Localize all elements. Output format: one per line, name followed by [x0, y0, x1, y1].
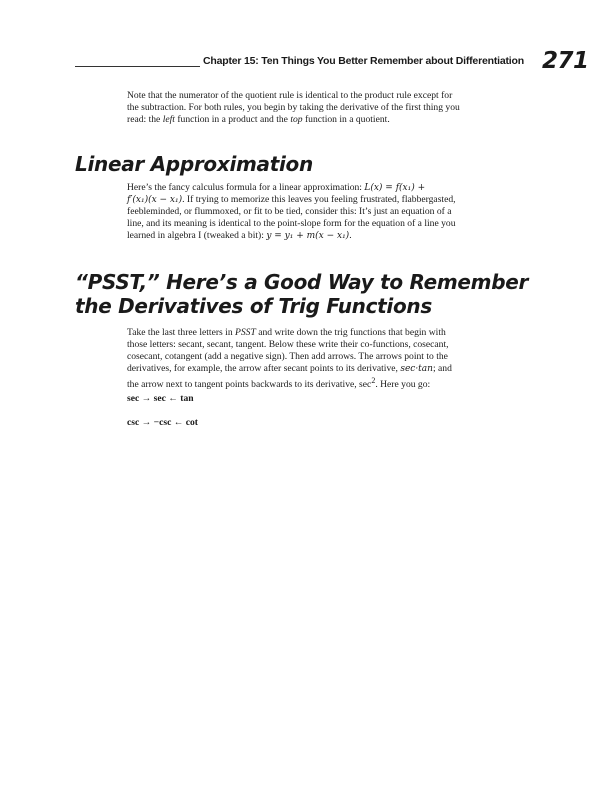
trig-derivative-formula-csc: csc → −csc ← cot: [127, 417, 198, 428]
squared-superscript: 2: [371, 376, 376, 385]
psst-heading-line2: the Derivatives of Trig Functions: [75, 294, 432, 318]
intro-paragraph: Note that the numerator of the quotient rule is identical to the product rule except for the subtraction. For both rules, you begin by taking the derivative of the first thing you read: the left function in a product and the top function in a quotient.: [127, 90, 460, 125]
left-emphasis: left: [162, 114, 175, 125]
top-emphasis: top: [290, 114, 303, 125]
linear-approximation-paragraph: Here’s the fancy calculus formula for a linear approximation: L(x) = f(x₁) + f′(x₁)(x − x₁). If trying to memorize this leaves you feeling frustrated, flabbergasted, feebleminded, or flummoxed, or fit to be tied, consider this: It’s just an equation of a line, and its meaning is identical to the point-slope form for the equation of a line you learned in algebra I (tweaked a bit): y = y₁ + m(x − x₁).: [127, 182, 456, 241]
linear-approximation-heading: Linear Approximation: [75, 152, 313, 176]
linear-approx-formula-part2: f′(x₁)(x − x₁): [127, 195, 183, 205]
linear-approx-formula-part1: L(x) = f(x₁) +: [364, 183, 426, 193]
chapter-title: Chapter 15: Ten Things You Better Remember about Differentiation: [203, 55, 524, 67]
trig-derivative-formula-sec: sec → sec ← tan: [127, 393, 194, 404]
psst-emphasis: PSST: [235, 327, 256, 338]
psst-heading-line1: “PSST,” Here’s a Good Way to Remember: [75, 270, 529, 294]
header-rule: [75, 66, 200, 67]
psst-paragraph: Take the last three letters in PSST and write down the trig functions that begin with those letters: secant, secant, tangent. Below these write their co-functions, cosecant, cosecant, cotangent (add a negative sign). Then add arrows. The arrows point to the derivatives, for example, the arrow after secant points to its derivative, sec·tan; and the arrow next to tangent points backwards to its derivative, $\sec^2$. Here you go:: [127, 327, 452, 391]
page-number: 271: [542, 48, 589, 74]
sec-tan-formula: sec·tan: [400, 364, 433, 374]
point-slope-formula: y = y₁ + m(x − x₁): [266, 231, 350, 241]
